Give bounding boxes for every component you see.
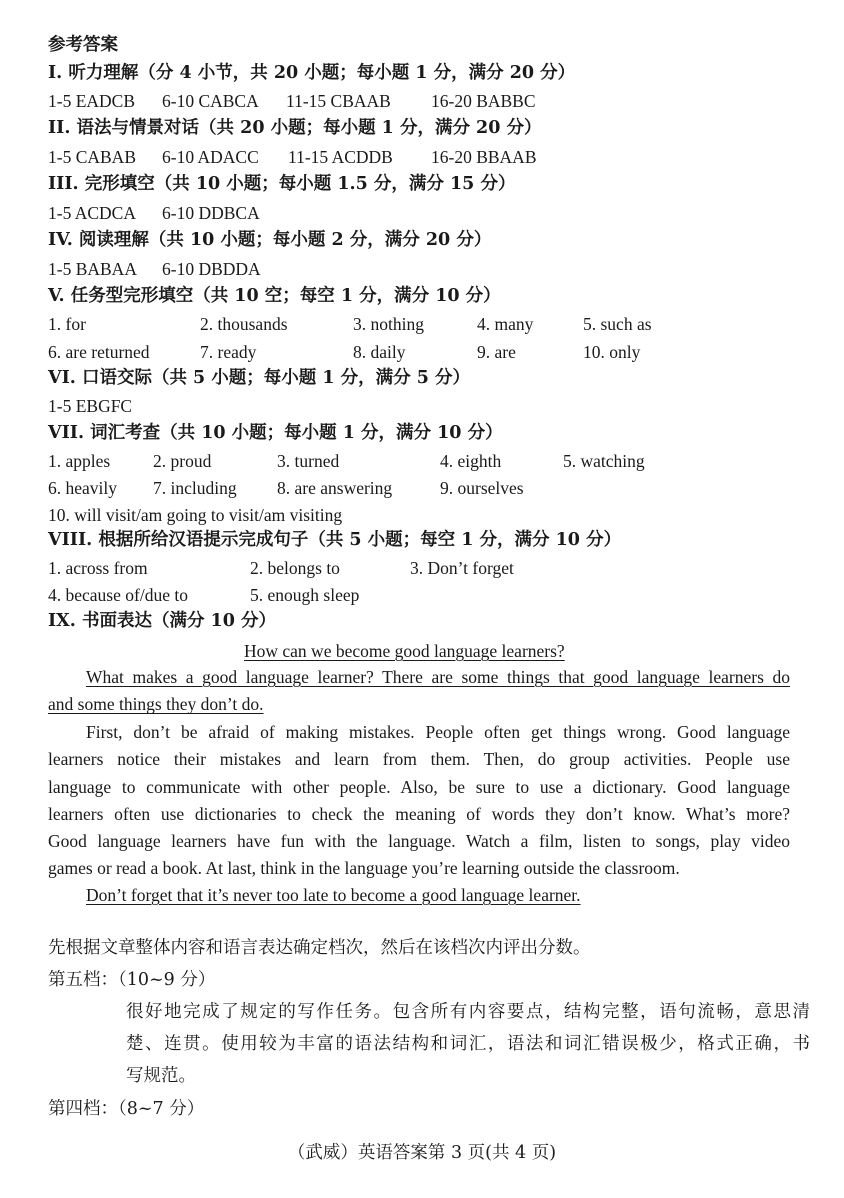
- section-7-title: VII. 词汇考查（共 10 小题；每小题 1 分，满分 10 分）: [48, 423, 503, 443]
- answer-item: 10. only: [583, 342, 641, 362]
- section-8-title: VIII. 根据所给汉语提示完成句子（共 5 小题；每空 1 分，满分 10 分）: [48, 530, 622, 550]
- answer-item: 3. nothing: [353, 314, 424, 334]
- answer-item: 9. are: [477, 342, 516, 362]
- answer-item: 5. watching: [563, 451, 645, 471]
- answer-item: 7. including: [153, 478, 237, 498]
- answer-item: 4. because of/due to: [48, 585, 188, 605]
- essay-intro-line: and some things they don’t do.: [48, 694, 264, 715]
- answer-item: 1. across from: [48, 558, 148, 578]
- answer-group: 6-10 DDBCA: [162, 203, 260, 223]
- answer-group: 11-15 CBAAB: [286, 91, 391, 111]
- section-5-title: V. 任务型完形填空（共 10 空；每空 1 分，满分 10 分）: [48, 286, 501, 306]
- answer-item: 5. enough sleep: [250, 585, 360, 605]
- answer-group: 6-10 CABCA: [162, 91, 259, 111]
- grading-instruction: 先根据文章整体内容和语言表达确定档次，然后在该档次内评出分数。: [48, 938, 591, 958]
- grade-desc-line: 很好地完成了规定的写作任务。包含所有内容要点，结构完整，语句流畅，意思清: [126, 1002, 810, 1022]
- answer-group: 6-10 DBDDA: [162, 259, 261, 279]
- answer-group: 1-5 EADCB: [48, 91, 136, 111]
- answer-group: 1-5 CABAB: [48, 147, 136, 167]
- section-1-title: I. 听力理解（分 4 小节，共 20 小题；每小题 1 分，满分 20 分）: [48, 63, 576, 83]
- essay-intro-line: What makes a good language learner? There are some things that good language learners do: [86, 667, 790, 687]
- answer-group: 1-5 BABAA: [48, 259, 137, 279]
- answer-item: 6. heavily: [48, 478, 118, 498]
- essay-conclusion: Don’t forget that it’s never too late to become a good language learner.: [86, 885, 581, 905]
- grade-desc-line: 楚、连贯。使用较为丰富的语法结构和词汇，语法和词汇错误极少，格式正确，书: [126, 1034, 810, 1054]
- answer-item: 1. for: [48, 314, 86, 334]
- section-6-title: VI. 口语交际（共 5 小题；每小题 1 分，满分 5 分）: [48, 368, 471, 388]
- essay-body-line: First, don’t be afraid of making mistakes. People often get things wrong. Good language: [86, 722, 790, 742]
- essay-intro: [48, 664, 790, 719]
- essay-body: [48, 719, 790, 883]
- page-heading: 参考答案: [48, 35, 118, 55]
- section-9-title: IX. 书面表达（满分 10 分）: [48, 611, 276, 631]
- essay-title: How can we become good language learners?: [244, 641, 565, 661]
- answer-item: 10. will visit/am going to visit/am visiting: [48, 505, 343, 525]
- answer-item: 4. eighth: [440, 451, 502, 471]
- answer-group: 1-5 EBGFC: [48, 396, 133, 416]
- answer-item: 4. many: [477, 314, 534, 334]
- grade-level-5-description: [126, 996, 810, 1092]
- answer-item: 5. such as: [583, 314, 652, 334]
- page-footer: （武威）英语答案第 3 页(共 4 页): [287, 1143, 557, 1163]
- answer-group: 16-20 BBAAB: [431, 147, 537, 167]
- answer-item: 9. ourselves: [440, 478, 524, 498]
- grade-desc-line: 写规范。: [126, 1066, 196, 1086]
- answer-item: 2. thousands: [200, 314, 288, 334]
- answer-item: 8. are answering: [277, 478, 393, 498]
- section-3-title: III. 完形填空（共 10 小题；每小题 1.5 分，满分 15 分）: [48, 174, 516, 194]
- essay-body-line: games or read a book. At last, think in the language you’re learning outside the classroom.: [48, 858, 680, 879]
- answer-item: 8. daily: [353, 342, 406, 362]
- answer-item: 7. ready: [200, 342, 257, 362]
- essay-body-line: language to communicate with other people. Also, be sure to use a dictionary. Good language: [48, 776, 790, 797]
- answer-item: 2. belongs to: [250, 558, 340, 578]
- essay-body-line: learners often use dictionaries to check the meaning of words they don’t know. What’s more?: [48, 803, 790, 824]
- grade-level-4-label: 第四档：（8~7 分）: [48, 1099, 205, 1119]
- section-2-title: II. 语法与情景对话（共 20 小题；每小题 1 分，满分 20 分）: [48, 118, 542, 138]
- answer-item: 1. apples: [48, 451, 111, 471]
- answer-group: 16-20 BABBC: [431, 91, 536, 111]
- answer-group: 6-10 ADACC: [162, 147, 259, 167]
- essay-body-line: learners notice their mistakes and learn from them. Then, do group activities. People use: [48, 749, 790, 770]
- answer-item: 3. Don’t forget: [410, 558, 514, 578]
- answer-group: 1-5 ACDCA: [48, 203, 136, 223]
- answer-item: 3. turned: [277, 451, 340, 471]
- answer-group: 11-15 ACDDB: [288, 147, 393, 167]
- section-4-title: IV. 阅读理解（共 10 小题；每小题 2 分，满分 20 分）: [48, 230, 492, 250]
- answer-item: 2. proud: [153, 451, 212, 471]
- essay-body-line: Good language learners have fun with the language. Watch a film, listen to songs, play video: [48, 831, 790, 852]
- answer-item: 6. are returned: [48, 342, 150, 362]
- grade-level-5-label: 第五档：（10~9 分）: [48, 970, 216, 990]
